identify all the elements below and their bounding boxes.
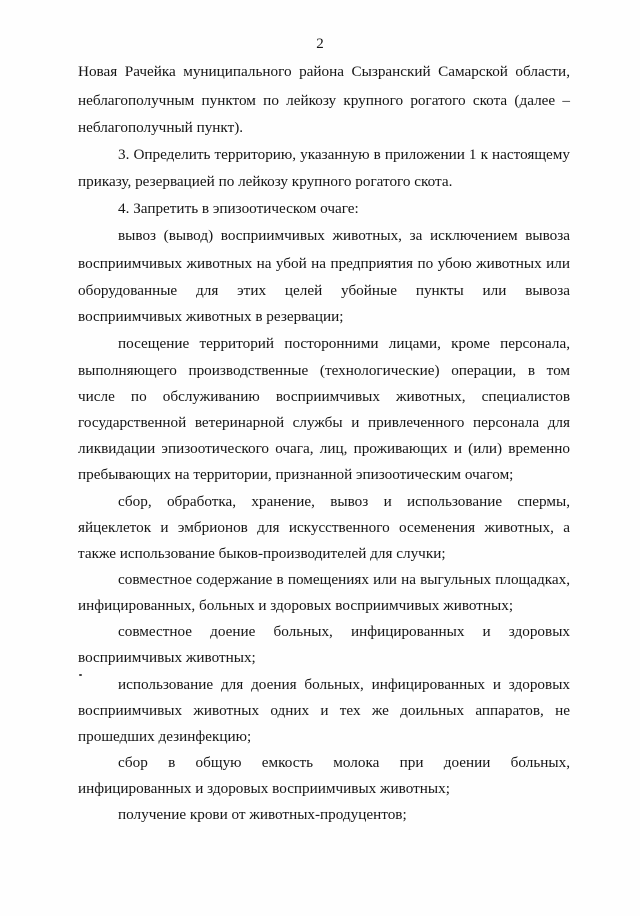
text-line: числе по обслуживанию восприимчивых животных, специалистов [78, 388, 570, 405]
text-line: совместное доение больных, инфицированных и здоровых [118, 623, 570, 640]
text-line: Новая Рачейка муниципального района Сызранский Самарской области, [78, 63, 570, 80]
page-number: 2 [316, 36, 324, 52]
text-line: 3. Определить территорию, указанную в приложении 1 к настоящему [118, 146, 570, 163]
text-line: инфицированных и здоровых восприимчивых животных; [78, 780, 450, 797]
text-line: вывоз (вывод) восприимчивых животных, за исключением вывоза [118, 227, 570, 244]
text-line: восприимчивых животных в резервации; [78, 308, 344, 325]
text-line: неблагополучный пункт). [78, 119, 244, 136]
text-line: оборудованные для этих целей убойные пункты или вывоза [78, 282, 570, 299]
text-line: использование для доения больных, инфицированных и здоровых [118, 676, 570, 693]
text-line: 4. Запретить в эпизоотическом очаге: [118, 200, 359, 217]
text-line: сбор, обработка, хранение, вывоз и использование спермы, [118, 493, 570, 510]
text-line: государственной ветеринарной службы и привлеченного персонала для [78, 414, 570, 431]
text-line: инфицированных, больных и здоровых восприимчивых животных; [78, 597, 514, 614]
text-line: неблагополучным пунктом по лейкозу крупного рогатого скота (далее – [78, 92, 570, 109]
text-line: яйцеклеток и эмбрионов для искусственного осеменения животных, а [78, 519, 570, 536]
text-line: выполняющего производственные (технологические) операции, в том [78, 362, 570, 379]
text-line: приказу, резервацией по лейкозу крупного рогатого скота. [78, 173, 453, 190]
scan-speck [79, 674, 82, 676]
text-line: восприимчивых животных одних и тех же доильных аппаратов, не [78, 702, 570, 719]
text-line: пребывающих на территории, признанной эпизоотическим очагом; [78, 466, 514, 483]
text-line: ликвидации эпизоотического очага, лиц, проживающих и (или) временно [78, 440, 570, 457]
text-line: совместное содержание в помещениях или на выгульных площадках, [118, 571, 570, 588]
text-line: получение крови от животных-продуцентов; [118, 806, 407, 823]
text-line: также использование быков-производителей для случки; [78, 545, 446, 562]
text-line: прошедших дезинфекцию; [78, 728, 252, 745]
text-line: восприимчивых животных; [78, 649, 256, 666]
text-line: сбор в общую емкость молока при доении больных, [118, 754, 570, 771]
text-line: восприимчивых животных на убой на предприятия по убою животных или [78, 255, 570, 272]
text-line: посещение территорий посторонними лицами, кроме персонала, [118, 335, 570, 352]
